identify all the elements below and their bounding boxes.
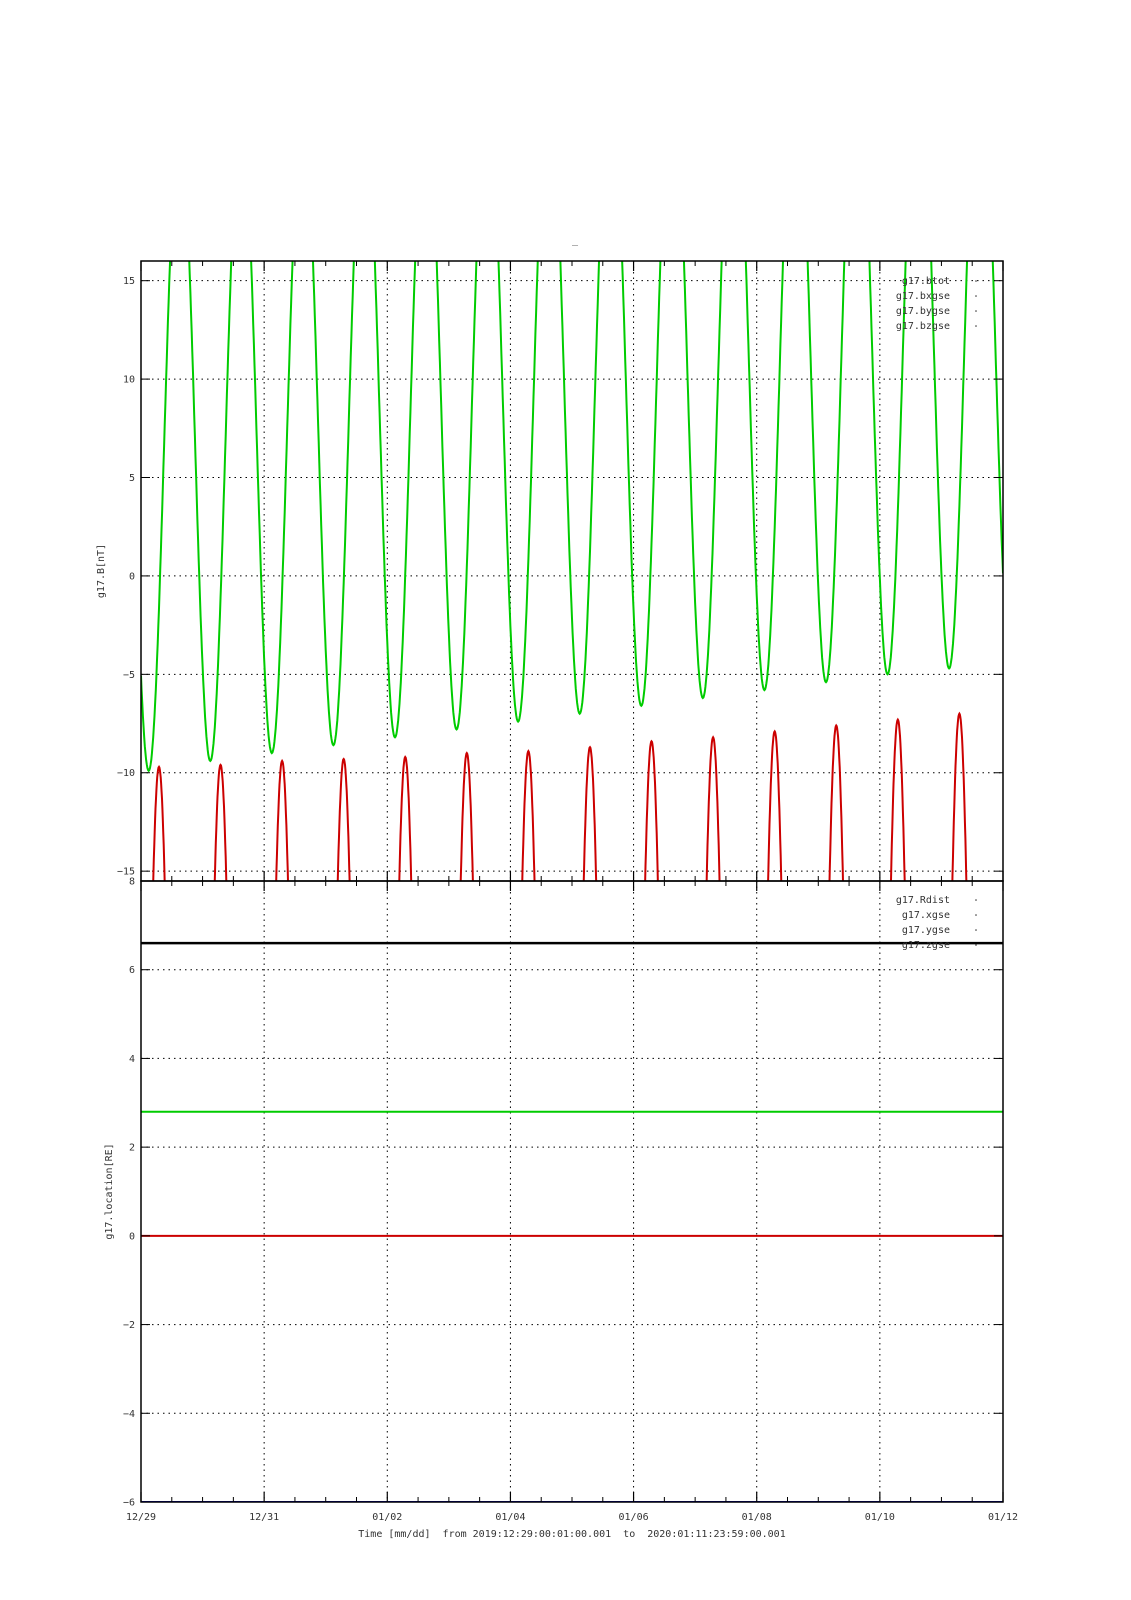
x-tick-label: 01/08 xyxy=(741,1512,772,1523)
legend-entry-marker xyxy=(975,325,977,327)
p2-y-ticks xyxy=(123,877,1003,1509)
p1-gridlines xyxy=(141,261,1003,881)
y-tick-label: −10 xyxy=(116,768,135,780)
y-tick-label: −4 xyxy=(122,1408,135,1420)
y-tick-label: 0 xyxy=(128,571,135,583)
x-tick-label: 12/31 xyxy=(249,1512,280,1523)
y-tick-label: 0 xyxy=(128,1231,135,1243)
y-tick-label: 2 xyxy=(128,1142,135,1154)
p2-x-ticks xyxy=(141,881,1003,1502)
y-tick-label: 5 xyxy=(128,473,135,485)
legend-entry-marker xyxy=(975,295,977,297)
p1-y-ticks xyxy=(117,276,1003,877)
series-g17-bxgse xyxy=(141,714,1003,1600)
y-tick-label: 15 xyxy=(122,276,135,288)
y-tick-label: 4 xyxy=(128,1053,135,1065)
legend-entry-marker xyxy=(975,899,977,901)
legend-entry-label: g17.zgse xyxy=(901,940,950,951)
y-tick-label: 10 xyxy=(122,374,135,386)
x-tick-label: 01/10 xyxy=(864,1512,895,1523)
p1-y-axis-label: g17.B[nT] xyxy=(96,543,107,599)
magnetic-field-panel xyxy=(96,19,1003,1600)
legend-entry-marker xyxy=(975,280,977,282)
y-tick-label: −6 xyxy=(122,1497,135,1509)
x-axis-title: Time [mm/dd] from 2019:12:29:00:01:00.001 to 2020:01:11:23:59:00.001 xyxy=(358,1529,786,1540)
p1-frame xyxy=(141,261,1003,881)
legend-entry-label: g17.bzgse xyxy=(895,321,950,332)
series-g17-bygse xyxy=(141,19,1003,771)
y-tick-label: 8 xyxy=(128,876,135,888)
y-tick-label: −2 xyxy=(122,1320,135,1332)
legend-entry-marker xyxy=(975,929,977,931)
legend-entry-label: g17.Rdist xyxy=(895,895,950,906)
y-tick-label: 6 xyxy=(128,965,135,977)
x-tick-label: 01/04 xyxy=(495,1512,526,1523)
x-tick-label: 01/06 xyxy=(618,1512,649,1523)
legend-entry-label: g17.ygse xyxy=(901,925,950,936)
x-tick-label: 01/12 xyxy=(987,1512,1019,1523)
p2-gridlines xyxy=(141,881,1003,1502)
legend-entry-label: g17.xgse xyxy=(901,910,950,921)
x-tick-label: 01/02 xyxy=(372,1512,403,1523)
legend-entry-marker xyxy=(975,944,977,946)
p1-series-group xyxy=(141,19,1003,1600)
legend-entry-label: g17.bygse xyxy=(895,306,950,317)
location-panel xyxy=(104,877,1003,1509)
p2-series-group xyxy=(141,943,1003,1502)
legend-entry-marker xyxy=(975,914,977,916)
legend-entry-label: g17.bxgse xyxy=(895,291,950,302)
p1-x-ticks xyxy=(141,261,1003,881)
legend-entry-marker xyxy=(975,310,977,312)
x-tick-label: 12/29 xyxy=(125,1512,157,1523)
x-tick-labels xyxy=(126,1512,1018,1523)
p2-y-axis-label: g17.location[RE] xyxy=(104,1143,115,1240)
y-tick-label: −15 xyxy=(116,866,135,878)
legend-entry-label: g17.btot xyxy=(901,276,950,287)
y-tick-label: −5 xyxy=(122,669,135,681)
p2-frame xyxy=(141,881,1003,1502)
chart-title: _ xyxy=(571,235,579,246)
